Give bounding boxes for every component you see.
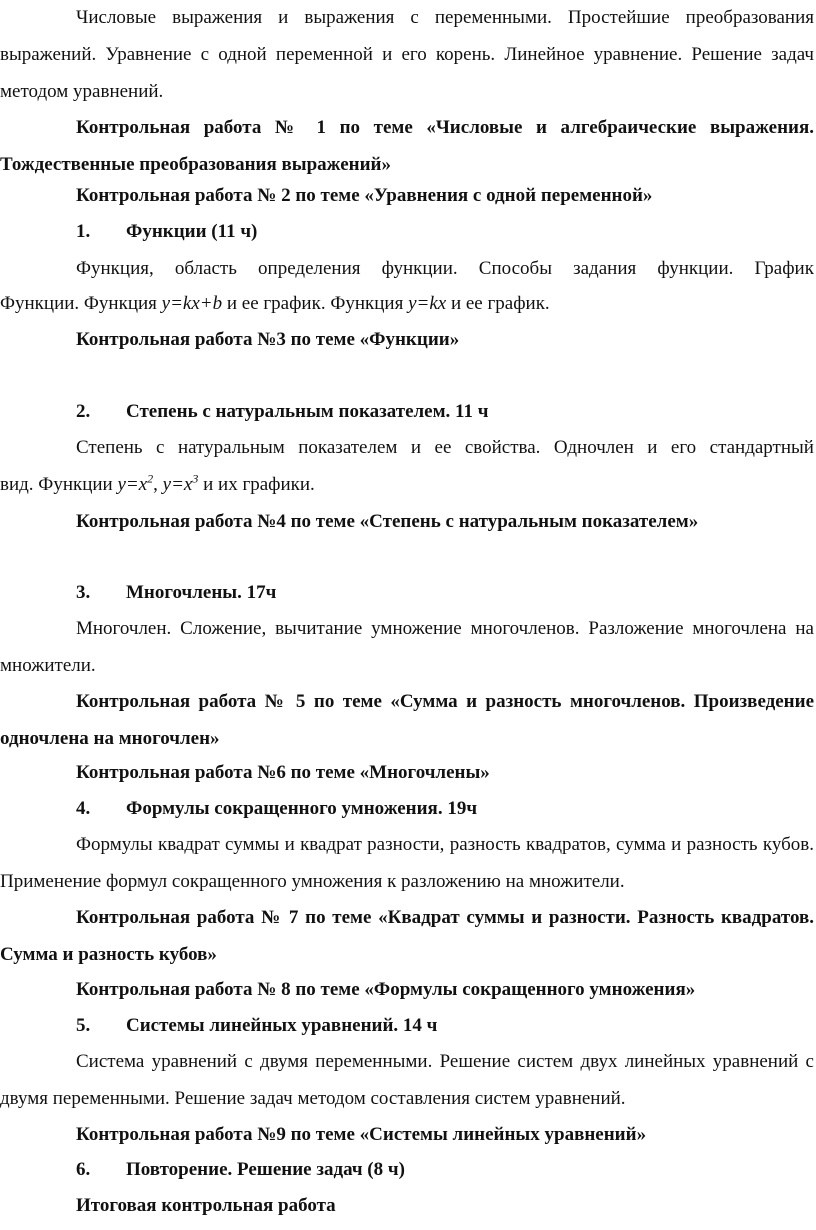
formula-linear: y=kx+b [161, 293, 223, 314]
section-2-text-line-2 [0, 466, 814, 503]
intro-paragraph: Числовые выражения и выражения с переменными. Простейшие преобразования выражений. Уравнение с одной переменной и его корень. Линейное уравнение. Решение задач методом уравнений. [0, 7, 814, 102]
section-3-heading [76, 574, 276, 611]
test-9-heading: Контрольная работа №9 по теме «Системы линейных уравнений» [76, 1124, 647, 1145]
section-3-text: Многочлен. Сложение, вычитание умножение многочленов. Разложение многочлена на множители. [0, 618, 814, 676]
section-title: Многочлены. 17ч [126, 582, 277, 603]
section-title: Повторение. Решение задач (8 ч) [126, 1159, 405, 1180]
text-run: и ее график. [446, 293, 550, 314]
section-title: Функции (11 ч) [126, 221, 258, 242]
section-number: 3. [76, 582, 91, 603]
test-5-heading: Контрольная работа № 5 по теме «Сумма и разность многочленов. Произведение одночлена на многочлен» [0, 691, 814, 749]
test-6-heading: Контрольная работа №6 по теме «Многочлены» [76, 762, 490, 783]
section-number: 6. [76, 1159, 91, 1180]
section-title: Системы линейных уравнений. 14 ч [126, 1015, 438, 1036]
section-number: 4. [76, 798, 91, 819]
section-number: 1. [76, 221, 91, 242]
text-run: Функции. Функция [0, 293, 162, 314]
section-2-text-line-1: Степень с натуральным показателем и ее свойства. Одночлен и его стандартный [76, 437, 814, 458]
text-run: и ее график. Функция [222, 293, 409, 314]
test-4-heading: Контрольная работа №4 по теме «Степень с натуральным показателем» [76, 511, 699, 532]
section-number: 5. [76, 1015, 91, 1036]
section-5-text: Система уравнений с двумя переменными. Решение систем двух линейных уравнений с двумя переменными. Решение задач методом составления систем уравнений. [0, 1051, 814, 1109]
test-1-heading: Контрольная работа № 1 по теме «Числовые и алгебраические выражения. Тождественные преобразования выражений» [0, 117, 814, 175]
section-6-heading [76, 1151, 405, 1188]
text-run: и их графики. [198, 474, 315, 495]
test-2-heading: Контрольная работа № 2 по теме «Уравнения с одной переменной» [76, 185, 653, 206]
section-2-heading [76, 393, 488, 430]
formula-cube: $y=x^3$ [162, 471, 199, 495]
section-4-text: Формулы квадрат суммы и квадрат разности, разность квадратов, сумма и разность кубов. Применение формул сокращенного умножения к разложению на множители. [0, 834, 814, 892]
formula-proportional: y=kx [408, 293, 447, 314]
section-4-heading [76, 790, 477, 827]
section-1-text-line-2 [0, 285, 814, 322]
section-1-text-line-1: Функция, область определения функции. Способы задания функции. График [76, 258, 814, 279]
formula-square: $y=x^2$ [117, 471, 154, 495]
section-number: 2. [76, 401, 91, 422]
section-title: Формулы сокращенного умножения. 19ч [126, 798, 478, 819]
test-8-heading: Контрольная работа № 8 по теме «Формулы сокращенного умножения» [76, 979, 696, 1000]
text-run: вид. Функции [0, 474, 118, 495]
text-run: , [153, 474, 163, 495]
final-test-heading: Итоговая контрольная работа [76, 1195, 336, 1216]
section-title: Степень с натуральным показателем. 11 ч [126, 401, 489, 422]
section-1-heading [76, 213, 257, 250]
section-5-heading [76, 1007, 437, 1044]
test-3-heading: Контрольная работа №3 по теме «Функции» [76, 329, 460, 350]
test-7-heading: Контрольная работа № 7 по теме «Квадрат суммы и разности. Разность квадратов. Сумма и разность кубов» [0, 907, 814, 965]
